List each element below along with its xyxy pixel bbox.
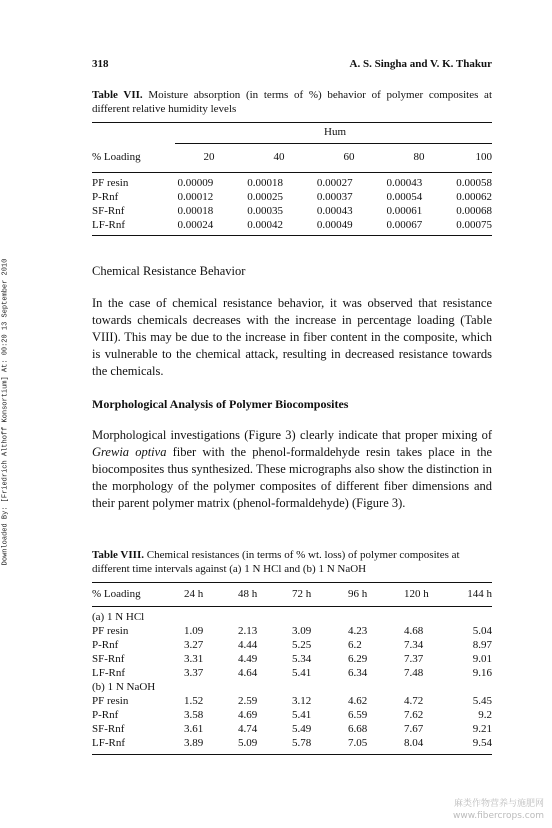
table7-header [92, 150, 492, 164]
cell: 2.59 [238, 695, 258, 707]
row-label: P-Rnf [92, 191, 119, 203]
cell: 3.58 [184, 709, 204, 721]
cell: 6.2 [348, 639, 362, 651]
cell: 5.45 [472, 695, 492, 707]
cell: 0.00024 [177, 219, 214, 231]
cell: 3.31 [184, 653, 204, 665]
table8-caption-text: Chemical resistances (in terms of % wt. loss) of polymer composites at different time intervals against (a) 1 N HCl and (b) 1 N NaOH [92, 549, 460, 575]
table7-col-80: 80 [413, 151, 425, 163]
cell: 5.41 [292, 709, 312, 721]
row-label: PF resin [92, 695, 129, 707]
download-note: Downloaded By: [Friedrich Althoff Konsortium] At: 00:20 13 September 2010 [1, 258, 10, 566]
cell: 0.00042 [247, 219, 283, 231]
row-label: P-Rnf [92, 639, 119, 651]
cell: 0.00061 [386, 205, 423, 217]
cell: 3.89 [184, 737, 204, 749]
cell: 0.00062 [456, 191, 492, 203]
cell: 1.52 [184, 695, 204, 707]
table-row [92, 204, 492, 218]
cell: 3.12 [292, 695, 312, 707]
cell: 0.00027 [316, 177, 353, 189]
watermark [453, 798, 544, 822]
cell: 4.69 [238, 709, 258, 721]
table8-group-hcl [92, 610, 492, 624]
table-row [92, 708, 492, 722]
cell: 4.68 [404, 625, 424, 637]
table-row [92, 624, 492, 638]
table8-body [92, 610, 492, 750]
table-row [92, 638, 492, 652]
table8-caption-label: Table VIII. [92, 549, 144, 561]
table8-bottom-rule [92, 754, 492, 755]
cell: 7.67 [404, 723, 424, 735]
running-authors: A. S. Singha and V. K. Thakur [349, 58, 492, 70]
group-label: (a) 1 N HCl [92, 611, 145, 623]
row-label: LF-Rnf [92, 219, 125, 231]
cell: 0.00043 [386, 177, 423, 189]
cell: 5.78 [292, 737, 312, 749]
cell: 3.37 [184, 667, 204, 679]
table8-group-naoh [92, 680, 492, 694]
table7-col-100: 100 [475, 151, 492, 163]
cell: 0.00075 [456, 219, 492, 231]
cell: 3.61 [184, 723, 204, 735]
cell: 5.09 [238, 737, 258, 749]
cell: 3.27 [184, 639, 204, 651]
cell: 5.49 [292, 723, 312, 735]
cell: 6.29 [348, 653, 368, 665]
cell: 4.62 [348, 695, 368, 707]
table8-col-120h: 120 h [404, 588, 429, 600]
cell: 0.00043 [316, 205, 353, 217]
cell: 4.23 [348, 625, 368, 637]
table7-group-header: Hum [324, 126, 346, 138]
table-row [92, 190, 492, 204]
watermark-line: 麻类作物营养与施肥网 [453, 799, 544, 809]
cell: 0.00025 [247, 191, 283, 203]
watermark-url: www.fibercrops.com [453, 811, 544, 821]
cell: 4.64 [238, 667, 258, 679]
cell: 0.00009 [177, 177, 214, 189]
cell: 3.09 [292, 625, 312, 637]
table-row [92, 694, 492, 708]
table7-caption [92, 88, 492, 116]
cell: 5.04 [472, 625, 492, 637]
cell: 6.59 [348, 709, 368, 721]
row-label: LF-Rnf [92, 667, 125, 679]
table8-header-rule [92, 606, 492, 607]
cell: 0.00067 [386, 219, 423, 231]
cell: 0.00068 [456, 205, 492, 217]
table7-header-rule [92, 172, 492, 173]
table7-bottom-rule [92, 235, 492, 236]
species-name: Grewia optiva [92, 445, 167, 459]
cell: 0.00018 [247, 177, 283, 189]
row-label: SF-Rnf [92, 205, 125, 217]
cell: 5.25 [292, 639, 312, 651]
table7-row-header: % Loading [92, 151, 141, 163]
cell: 1.09 [184, 625, 204, 637]
cell: 0.00058 [456, 177, 492, 189]
table8-col-96h: 96 h [348, 588, 368, 600]
cell: 0.00035 [247, 205, 283, 217]
table7-body [92, 176, 492, 232]
table8-caption [92, 548, 492, 576]
cell: 7.37 [404, 653, 424, 665]
morphological-paragraph [92, 427, 492, 512]
cell: 0.00012 [177, 191, 214, 203]
cell: 7.34 [404, 639, 424, 651]
cell: 9.16 [472, 667, 492, 679]
cell: 4.44 [238, 639, 258, 651]
row-label: SF-Rnf [92, 723, 125, 735]
table8-col-144h: 144 h [467, 588, 492, 600]
table-row [92, 722, 492, 736]
table7-top-rule [92, 122, 492, 123]
row-label: P-Rnf [92, 709, 119, 721]
table8-top-rule [92, 582, 492, 583]
cell: 2.13 [238, 625, 258, 637]
table7-col-20: 20 [203, 151, 215, 163]
cell: 0.00049 [316, 219, 353, 231]
cell: 9.01 [472, 653, 492, 665]
cell: 4.74 [238, 723, 258, 735]
cell: 6.68 [348, 723, 368, 735]
table-row [92, 218, 492, 232]
table7-col-60: 60 [343, 151, 355, 163]
cell: 9.21 [472, 723, 492, 735]
row-label: SF-Rnf [92, 653, 125, 665]
table7-caption-label: Table VII. [92, 89, 143, 101]
row-label: PF resin [92, 177, 129, 189]
cell: 5.41 [292, 667, 312, 679]
table7-col-40: 40 [273, 151, 285, 163]
table8-header [92, 587, 492, 601]
cell: 8.04 [404, 737, 424, 749]
cell: 7.48 [404, 667, 424, 679]
page-number: 318 [92, 58, 109, 70]
cell: 7.05 [348, 737, 368, 749]
cell: 7.62 [404, 709, 424, 721]
section-heading-morphological: Morphological Analysis of Polymer Biocomposites [92, 397, 349, 411]
paragraph-text: fiber with the phenol-formaldehyde resin takes place in the biocomposites thus synthesized. These micrographs also show the distinction in the morphology of the polymer composites of different fiber dimensions and their parent polymer matrix (phenol-formaldehyde) (Figure 3). [92, 445, 492, 510]
cell: 5.34 [292, 653, 312, 665]
table8-col-72h: 72 h [292, 588, 312, 600]
cell: 0.00054 [386, 191, 423, 203]
row-label: LF-Rnf [92, 737, 125, 749]
table-row [92, 666, 492, 680]
section-heading-chemical: Chemical Resistance Behavior [92, 264, 246, 278]
cell: 9.54 [472, 737, 492, 749]
table-row [92, 176, 492, 190]
table8-col-48h: 48 h [238, 588, 258, 600]
cell: 9.2 [478, 709, 492, 721]
cell: 0.00018 [177, 205, 214, 217]
row-label: PF resin [92, 625, 129, 637]
table8-row-header: % Loading [92, 588, 141, 600]
group-label: (b) 1 N NaOH [92, 681, 156, 693]
table-row [92, 652, 492, 666]
cell: 6.34 [348, 667, 368, 679]
cell: 8.97 [472, 639, 492, 651]
chemical-paragraph: In the case of chemical resistance behavior, it was observed that resistance towards chemicals decreases with the increase in percentage loading (Table VIII). This may be due to the increase in fiber content in the composite, which is vulnerable to the chemical attack, resulting in decreased resistance towards the chemicals. [92, 296, 492, 378]
table-row [92, 736, 492, 750]
cell: 0.00037 [316, 191, 353, 203]
cell: 4.72 [404, 695, 424, 707]
table7-group-rule [175, 143, 492, 144]
table7-caption-text: Moisture absorption (in terms of %) behavior of polymer composites at different relative humidity levels [92, 89, 493, 115]
table8-col-24h: 24 h [184, 588, 204, 600]
cell: 4.49 [238, 653, 258, 665]
paragraph-text: Morphological investigations (Figure 3) clearly indicate that proper mixing of [92, 428, 492, 442]
